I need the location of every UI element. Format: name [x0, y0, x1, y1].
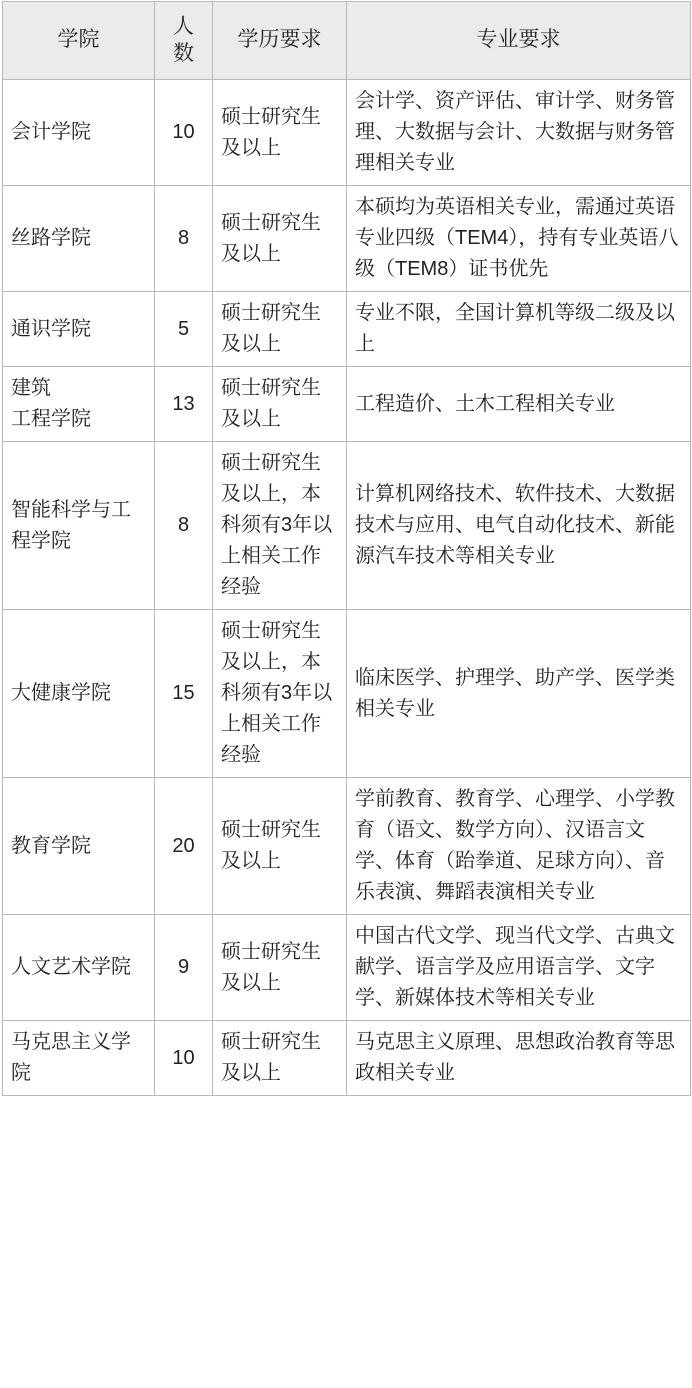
cell-count: 10	[155, 1021, 213, 1096]
cell-college: 丝路学院	[3, 186, 155, 292]
table-body	[3, 80, 691, 1096]
recruitment-table	[2, 1, 691, 1096]
cell-degree: 硕士研究生及以上	[213, 915, 347, 1021]
column-header-count	[155, 2, 213, 80]
cell-major: 计算机网络技术、软件技术、大数据技术与应用、电气自动化技术、新能源汽车技术等相关专业	[347, 442, 691, 610]
table-row	[3, 442, 691, 610]
cell-count: 20	[155, 778, 213, 915]
cell-major: 本硕均为英语相关专业，需通过英语专业四级（TEM4），持有专业英语八级（TEM8）证书优先	[347, 186, 691, 292]
column-header-major: 专业要求	[347, 2, 691, 80]
cell-college: 通识学院	[3, 292, 155, 367]
cell-degree: 硕士研究生及以上	[213, 778, 347, 915]
cell-major: 学前教育、教育学、心理学、小学教育（语文、数学方向）、汉语言文学、体育（跆拳道、足球方向）、音乐表演、舞蹈表演相关专业	[347, 778, 691, 915]
cell-college: 会计学院	[3, 80, 155, 186]
cell-college: 教育学院	[3, 778, 155, 915]
cell-degree: 硕士研究生及以上	[213, 80, 347, 186]
cell-college: 人文艺术学院	[3, 915, 155, 1021]
table-row	[3, 778, 691, 915]
cell-major: 临床医学、护理学、助产学、医学类相关专业	[347, 610, 691, 778]
cell-count: 8	[155, 442, 213, 610]
cell-count: 13	[155, 367, 213, 442]
cell-count: 15	[155, 610, 213, 778]
table-row	[3, 367, 691, 442]
cell-college: 大健康学院	[3, 610, 155, 778]
cell-major: 马克思主义原理、思想政治教育等思政相关专业	[347, 1021, 691, 1096]
table-row	[3, 915, 691, 1021]
column-header-count-line1: 人	[173, 15, 194, 39]
table-row	[3, 292, 691, 367]
cell-college: 建筑 工程学院	[3, 367, 155, 442]
table-row	[3, 186, 691, 292]
cell-college: 马克思主义学院	[3, 1021, 155, 1096]
cell-count: 5	[155, 292, 213, 367]
table-header-row	[3, 2, 691, 80]
cell-degree: 硕士研究生及以上	[213, 292, 347, 367]
table-row	[3, 610, 691, 778]
table-row	[3, 80, 691, 186]
cell-college: 智能科学与工程学院	[3, 442, 155, 610]
cell-count: 10	[155, 80, 213, 186]
table-row	[3, 1021, 691, 1096]
column-header-count-line2: 数	[173, 41, 194, 65]
cell-major: 会计学、资产评估、审计学、财务管理、大数据与会计、大数据与财务管理相关专业	[347, 80, 691, 186]
column-header-college: 学院	[3, 2, 155, 80]
cell-degree: 硕士研究生及以上，本科须有3年以上相关工作经验	[213, 442, 347, 610]
cell-degree: 硕士研究生及以上，本科须有3年以上相关工作经验	[213, 610, 347, 778]
column-header-degree: 学历要求	[213, 2, 347, 80]
cell-count: 9	[155, 915, 213, 1021]
cell-major: 专业不限，全国计算机等级二级及以上	[347, 292, 691, 367]
cell-major: 工程造价、土木工程相关专业	[347, 367, 691, 442]
cell-count: 8	[155, 186, 213, 292]
cell-major: 中国古代文学、现当代文学、古典文献学、语言学及应用语言学、文字学、新媒体技术等相关专业	[347, 915, 691, 1021]
cell-degree: 硕士研究生及以上	[213, 367, 347, 442]
cell-degree: 硕士研究生及以上	[213, 186, 347, 292]
cell-degree: 硕士研究生及以上	[213, 1021, 347, 1096]
